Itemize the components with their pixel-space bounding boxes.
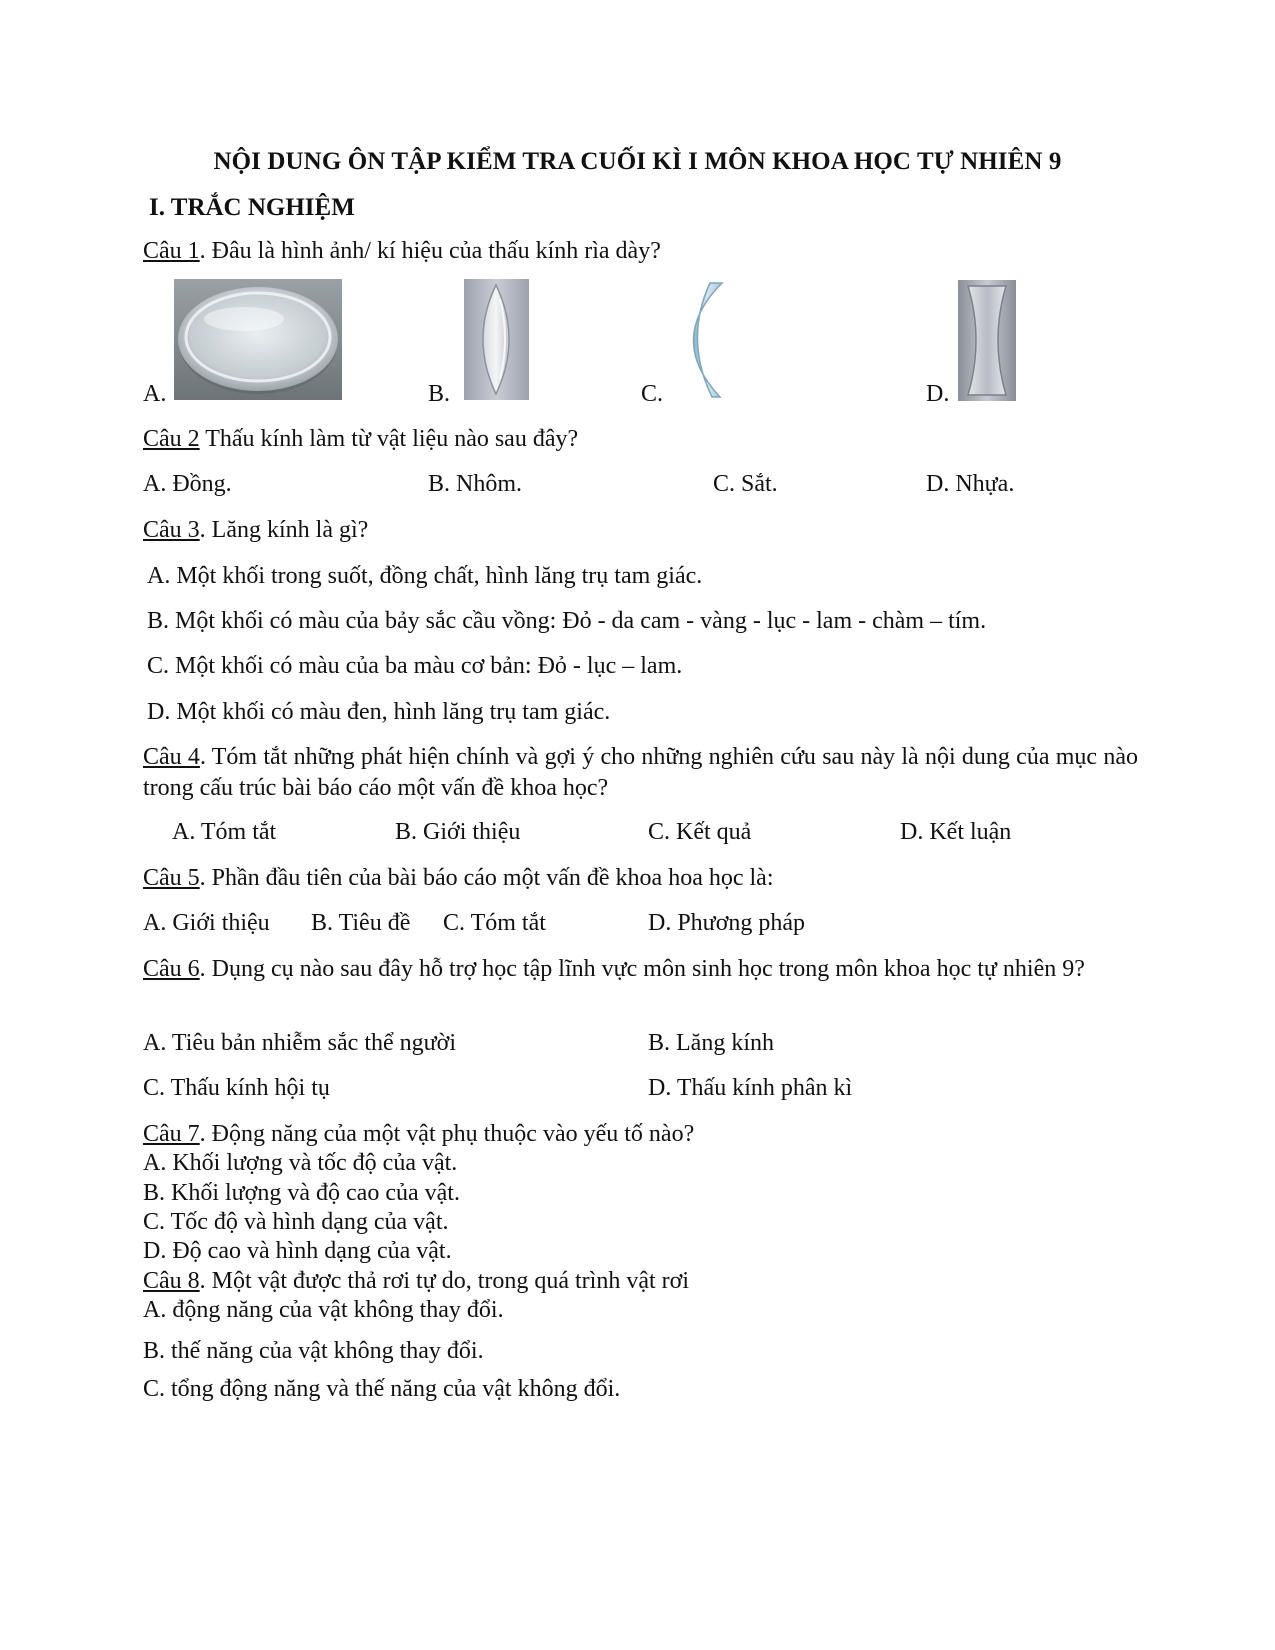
q5-option-a: A. Giới thiệu [143,910,270,936]
q1-option-d-label: D. [926,381,950,407]
q1-option-c-label: C. [641,381,664,407]
question-8-label: Câu 8 [143,1268,200,1294]
q4-option-c: C. Kết quả [648,819,752,845]
q3-option-c: C. Một khối có màu của ba màu cơ bản: Đỏ - lục – lam. [147,653,683,679]
question-5-text: . Phần đầu tiên của bài báo cáo một vấn đề khoa hoa học là: [199,865,774,891]
question-3-label: Câu 3 [143,517,200,543]
q8-option-b: B. thế năng của vật không thay đổi. [143,1338,484,1364]
q7-option-a: A. Khối lượng và tốc độ của vật. [143,1150,458,1176]
question-8 [143,1266,689,1296]
question-4-text: . Tóm tắt những phát hiện chính và gợi ý cho những nghiên cứu sau này là nội dung của mục nào trong cấu trúc bài báo cáo một vấn đề khoa học? [143,744,1138,801]
biconvex-lens-image [464,279,529,400]
q7-option-b: B. Khối lượng và độ cao của vật. [143,1180,460,1206]
q4-option-b: B. Giới thiệu [395,819,521,845]
question-7 [143,1119,694,1149]
question-2-label: Câu 2 [143,426,200,452]
q4-option-a: A. Tóm tắt [172,819,277,845]
question-4-label: Câu 4 [143,744,200,770]
question-8-text: . Một vật được thả rơi tự do, trong quá trình vật rơi [199,1268,690,1294]
q2-option-d: D. Nhựa. [926,471,1015,497]
q7-option-d: D. Độ cao và hình dạng của vật. [143,1238,452,1264]
q2-option-a: A. Đồng. [143,471,232,497]
curved-meniscus-lens-image [672,279,732,400]
question-1-label: Câu 1 [143,238,200,264]
q6-option-d: D. Thấu kính phân kì [648,1075,853,1101]
q2-option-b: B. Nhôm. [428,471,523,497]
question-2-text: Thấu kính làm từ vật liệu nào sau đây? [199,426,579,452]
q4-option-d: D. Kết luận [900,819,1012,845]
q5-option-b: B. Tiêu đề [311,910,411,936]
biconcave-lens-image [958,280,1016,401]
q7-option-c: C. Tốc độ và hình dạng của vật. [143,1209,449,1235]
question-1-text: . Đâu là hình ảnh/ kí hiệu của thấu kính rìa dày? [199,238,661,264]
q6-option-a: A. Tiêu bản nhiễm sắc thể người [143,1030,457,1056]
question-6-label: Câu 6 [143,956,200,982]
document-title: NỘI DUNG ÔN TẬP KIỂM TRA CUỐI KÌ I MÔN KHOA HỌC TỰ NHIÊN 9 [213,148,1062,175]
q3-option-d: D. Một khối có màu đen, hình lăng trụ tam giác. [147,699,611,725]
question-4 [143,742,1138,804]
question-3 [143,515,368,545]
q5-option-c: C. Tóm tắt [443,910,546,936]
q2-option-c: C. Sắt. [713,471,778,497]
q8-option-a: A. động năng của vật không thay đổi. [143,1297,504,1323]
q6-option-b: B. Lăng kính [648,1030,774,1056]
q3-option-a: A. Một khối trong suốt, đồng chất, hình lăng trụ tam giác. [147,563,703,589]
question-3-text: . Lăng kính là gì? [199,517,369,543]
q1-option-b-label: B. [428,381,451,407]
question-7-text: . Động năng của một vật phụ thuộc vào yếu tố nào? [199,1121,695,1147]
question-5 [143,863,773,893]
section-heading: I. TRẮC NGHIỆM [149,194,355,221]
round-glass-lens-image [174,279,342,400]
question-7-label: Câu 7 [143,1121,200,1147]
question-6-text: . Dụng cụ nào sau đây hỗ trợ học tập lĩnh vực môn sinh học trong môn khoa học tự nhiên 9? [199,956,1085,982]
q3-option-b: B. Một khối có màu của bảy sắc cầu vồng: Đỏ - da cam - vàng - lục - lam - chàm – tím. [147,608,987,634]
q5-option-d: D. Phương pháp [648,910,806,936]
q1-option-a-label: A. [143,381,167,407]
q8-option-c: C. tổng động năng và thế năng của vật không đổi. [143,1376,621,1402]
question-2 [143,424,578,454]
q6-option-c: C. Thấu kính hội tụ [143,1075,330,1101]
question-1 [143,236,661,266]
question-5-label: Câu 5 [143,865,200,891]
question-6 [143,954,1138,985]
